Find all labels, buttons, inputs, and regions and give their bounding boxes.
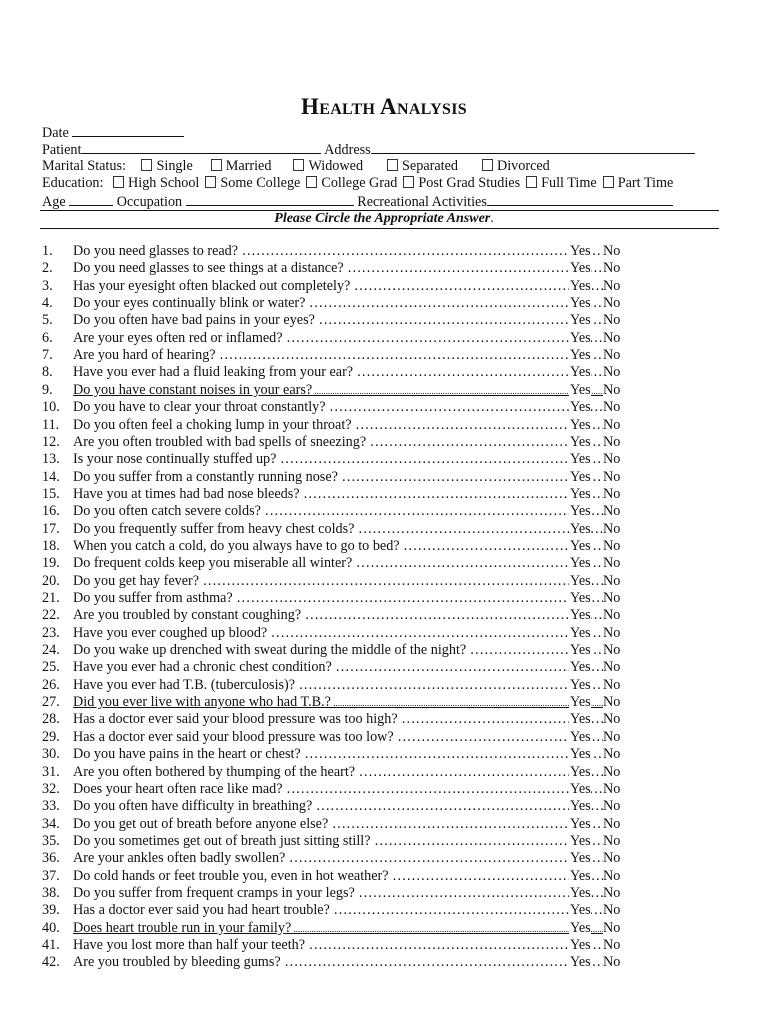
question-number: 36. [42,850,60,867]
question-text: Does heart trouble run in your family? ..... [73,920,603,938]
answer-yes[interactable]: Yes [570,364,591,381]
question-row [42,417,732,434]
question-text: Are you often bothered by thumping of the heart? …………………………………………………………………………………………………………………… [73,764,603,781]
checkbox-icon[interactable] [141,159,152,171]
question-text: Do you frequently suffer from heavy chest colds? …………………………………………………………………………………………………………………… [73,521,603,538]
question-row [42,364,732,381]
answer-yes[interactable]: Yes [570,329,591,346]
answer-yes[interactable]: Yes [570,694,591,711]
question-row [42,677,732,694]
question-number: 35. [42,832,60,849]
answer-no[interactable]: No [603,277,621,294]
answer-yes[interactable]: Yes [570,607,591,624]
marital-status-label: Marital Status: [42,158,126,174]
question-number: 18. [42,537,60,554]
question-number: 8. [42,364,53,381]
answer-no[interactable]: No [603,468,621,485]
age-field[interactable] [69,192,113,206]
question-row [42,451,732,468]
question-number: 2. [42,260,53,277]
question-number: 29. [42,728,60,745]
answer-yes[interactable]: Yes [570,676,591,693]
question-number: 38. [42,884,60,901]
question-text: Do you often catch severe colds? …………………………………………………………………………………………………………………… [73,503,603,520]
question-number: 33. [42,798,60,815]
question-text: Do you need glasses to see things at a distance? …………………………………………………………………………………………………………………… [73,260,603,277]
education-row [42,175,679,192]
question-number: 14. [42,468,60,485]
education-label: Education: [42,175,104,191]
answer-yes[interactable]: Yes [570,590,591,606]
answer-yes[interactable]: Yes [570,659,591,676]
question-text: Do you have pains in the heart or chest? …………………………………………………………………………………………………………………… [73,746,603,763]
answer-no[interactable]: No [603,676,621,693]
question-number: 7. [42,347,53,364]
question-text: Has a doctor ever said your blood pressure was too low? …………………………………………………………………………………………………………………… [73,729,603,746]
patient-field[interactable] [81,140,321,154]
question-number: 21. [42,590,60,606]
answer-no[interactable]: No [603,451,621,468]
question-row [42,278,732,295]
answer-yes[interactable]: Yes [570,919,591,936]
education-option-label: Post Grad Studies [418,175,521,191]
answer-yes[interactable]: Yes [570,555,591,572]
answer-no[interactable]: No [603,537,621,554]
answer-yes[interactable]: Yes [570,312,591,329]
instruction-text: Please Circle the Appropriate Answer. [274,211,494,226]
answer-yes[interactable]: Yes [570,711,591,728]
answer-no[interactable]: No [603,243,621,259]
answer-yes[interactable]: Yes [570,815,591,832]
question-number: 5. [42,312,53,329]
marital-option-widowed[interactable] [293,158,363,174]
checkbox-icon[interactable] [306,176,317,188]
answer-yes[interactable]: Yes [570,798,591,815]
answer-yes[interactable]: Yes [570,902,591,919]
answer-yes[interactable]: Yes [570,642,591,659]
question-number: 24. [42,642,60,659]
question-number: 12. [42,433,60,450]
occupation-label: Occupation [116,194,183,210]
answer-no[interactable]: No [603,711,621,728]
answer-yes[interactable]: Yes [570,884,591,901]
answer-yes[interactable]: Yes [570,728,591,745]
question-number: 20. [42,572,60,589]
answer-yes[interactable]: Yes [570,624,591,641]
question-text: Do you suffer from asthma? …………………………………………………………………………………………………………………… [73,590,603,607]
question-number: 1. [42,243,53,259]
recreation-label: Recreational Activities [357,194,487,210]
age-occupation-row [42,192,673,211]
answer-no[interactable]: No [603,433,621,450]
question-row [42,555,732,572]
checkbox-icon[interactable] [113,176,124,188]
answer-yes[interactable]: Yes [570,468,591,485]
answer-no[interactable]: No [603,728,621,745]
marital-status-row [42,158,550,175]
question-number: 13. [42,451,60,468]
question-row [42,312,732,329]
question-number: 31. [42,763,60,780]
answer-no[interactable]: No [603,572,621,589]
question-row [42,590,732,607]
answer-no[interactable]: No [603,937,621,953]
answer-no[interactable]: No [603,503,621,520]
checkbox-icon[interactable] [211,159,222,171]
answer-yes[interactable]: Yes [570,503,591,520]
answer-no[interactable]: No [603,694,621,711]
education-option-label: Part Time [617,175,674,191]
question-row [42,954,732,971]
answer-no[interactable]: No [603,260,621,277]
checkbox-icon[interactable] [387,159,398,171]
question-row [42,833,732,850]
answer-no[interactable]: No [603,416,621,433]
answer-no[interactable]: No [603,798,621,815]
question-text: Do cold hands or feet trouble you, even in hot weather? …………………………………………………………………………………………………………………… [73,868,603,885]
answer-no[interactable]: No [603,642,621,659]
date-field[interactable] [72,123,184,137]
answer-yes[interactable]: Yes [570,485,591,502]
occupation-field[interactable] [186,192,354,206]
answer-no[interactable]: No [603,590,621,606]
answer-yes[interactable]: Yes [570,746,591,763]
answer-yes[interactable]: Yes [570,347,591,364]
answer-no[interactable]: No [603,746,621,763]
question-row [42,469,732,486]
question-text: Do you suffer from a constantly running nose? …………………………………………………………………………………………………………………… [73,469,603,486]
marital-option-married[interactable] [211,158,272,174]
answer-no[interactable]: No [603,815,621,832]
question-number: 19. [42,555,60,572]
answer-yes[interactable]: Yes [570,867,591,884]
education-option-label: Full Time [541,175,597,191]
question-number: 30. [42,746,60,763]
question-number: 32. [42,780,60,797]
answer-no[interactable]: No [603,520,621,537]
question-text: Are you troubled by bleeding gums? …………………………………………………………………………………………………………………… [73,954,603,971]
question-row [42,764,732,781]
answer-no[interactable]: No [603,312,621,329]
question-text: Do you sometimes get out of breath just sitting still? …………………………………………………………………………………………………………………… [73,833,603,850]
answer-yes[interactable]: Yes [570,277,591,294]
answer-no[interactable]: No [603,659,621,676]
answer-yes[interactable]: Yes [570,537,591,554]
education-option-high-school[interactable] [113,175,199,191]
question-text: Have you ever had T.B. (tuberculosis)? …………………………………………………………………………………………………………………… [73,677,603,694]
question-row [42,729,732,746]
question-row [42,503,732,520]
question-row [42,486,732,503]
education-option-post-grad-studies[interactable] [403,175,520,191]
question-number: 40. [42,919,60,936]
answer-no[interactable]: No [603,381,621,398]
question-number: 10. [42,399,60,416]
answer-no[interactable]: No [603,399,621,416]
answer-no[interactable]: No [603,780,621,797]
answer-no[interactable]: No [603,867,621,884]
question-number: 6. [42,329,53,346]
question-text: Have you lost more than half your teeth? …………………………………………………………………………………………………………………… [73,937,603,954]
form-title: Health Analysis [301,94,467,119]
question-row [42,243,732,260]
education-option-some-college[interactable] [205,175,300,191]
marital-option-label: Married [225,158,272,174]
address-label: Address [324,142,371,158]
question-text: Are you often troubled with bad spells of sneezing? …………………………………………………………………………………………………………………… [73,434,603,451]
divider-bottom [40,228,719,229]
question-number: 37. [42,867,60,884]
marital-option-divorced[interactable] [482,158,550,174]
question-text: Are you hard of hearing? …………………………………………………………………………………………………………………… [73,347,603,364]
question-text: Do you have constant noises in your ears? ..... [73,382,603,400]
answer-no[interactable]: No [603,624,621,641]
question-row [42,902,732,919]
marital-option-single[interactable] [141,158,192,174]
question-text: Do you often have bad pains in your eyes? …………………………………………………………………………………………………………………… [73,312,603,329]
education-option-label: High School [128,175,200,191]
question-text: Are your ankles often badly swollen? …………………………………………………………………………………………………………………… [73,850,603,867]
answer-no[interactable]: No [603,954,621,971]
question-text: Do you need glasses to read? …………………………………………………………………………………………………………………… [73,243,603,260]
question-row [42,607,732,624]
question-text: Do you have to clear your throat constantly? …………………………………………………………………………………………………………………… [73,399,603,416]
question-text: Do your eyes continually blink or water? …………………………………………………………………………………………………………………… [73,295,603,312]
question-row [42,330,732,347]
question-row [42,850,732,867]
answer-no[interactable]: No [603,555,621,572]
question-text: Have you ever had a fluid leaking from your ear? …………………………………………………………………………………………………………………… [73,364,603,381]
question-number: 4. [42,295,53,312]
question-number: 16. [42,503,60,520]
question-text: Does your heart often race like mad? …………………………………………………………………………………………………………………… [73,781,603,798]
question-number: 22. [42,607,60,624]
answer-yes[interactable]: Yes [570,399,591,416]
question-text: When you catch a cold, do you always have to go to bed? …………………………………………………………………………………………………………………… [73,538,603,555]
question-text: Did you ever live with anyone who had T.B.? ..... [73,694,603,712]
answer-no[interactable]: No [603,347,621,364]
answer-yes[interactable]: Yes [570,780,591,797]
marital-option-label: Single [156,158,193,174]
question-row [42,920,732,937]
answer-yes[interactable]: Yes [570,832,591,849]
question-text: Have you at times had bad nose bleeds? …………………………………………………………………………………………………………………… [73,486,603,503]
checkbox-icon[interactable] [205,176,216,188]
question-row [42,937,732,954]
question-number: 27. [42,694,60,711]
question-text: Do you suffer from frequent cramps in your legs? …………………………………………………………………………………………………………………… [73,885,603,902]
question-text: Are your eyes often red or inflamed? …………………………………………………………………………………………………………………… [73,330,603,347]
answer-yes[interactable]: Yes [570,572,591,589]
question-row [42,260,732,277]
education-option-label: College Grad [321,175,398,191]
question-row [42,816,732,833]
checkbox-icon[interactable] [403,176,414,188]
question-text: Do you wake up drenched with sweat during the middle of the night? …………………………………………………………………………………………………………………… [73,642,603,659]
answer-yes[interactable]: Yes [570,416,591,433]
answer-no[interactable]: No [603,832,621,849]
question-number: 42. [42,954,60,971]
question-number: 34. [42,815,60,832]
question-number: 26. [42,676,60,693]
question-row [42,659,732,676]
answer-yes[interactable]: Yes [570,433,591,450]
question-number: 25. [42,659,60,676]
answer-no[interactable]: No [603,763,621,780]
question-row [42,625,732,642]
answer-yes[interactable]: Yes [570,850,591,867]
question-row [42,781,732,798]
marital-option-separated[interactable] [387,158,458,174]
education-option-full-time[interactable] [526,175,597,191]
question-number: 3. [42,277,53,294]
marital-option-label: Widowed [308,158,364,174]
answer-yes[interactable]: Yes [570,954,591,971]
question-number: 11. [42,416,60,433]
question-number: 28. [42,711,60,728]
question-row [42,885,732,902]
education-option-part-time[interactable] [603,175,674,191]
checkbox-icon[interactable] [482,159,493,171]
question-number: 17. [42,520,60,537]
patient-label: Patient [42,142,82,158]
marital-option-label: Divorced [496,158,550,174]
patient-row [42,140,695,159]
age-label: Age [42,194,66,210]
answer-no[interactable]: No [603,485,621,502]
question-number: 23. [42,624,60,641]
question-row [42,711,732,728]
answer-no[interactable]: No [603,295,621,312]
question-text: Have you ever coughed up blood? …………………………………………………………………………………………………………………… [73,625,603,642]
question-text: Is your nose continually stuffed up? …………………………………………………………………………………………………………………… [73,451,603,468]
question-row [42,573,732,590]
answer-no[interactable]: No [603,364,621,381]
question-row [42,746,732,763]
education-option-college-grad[interactable] [306,175,397,191]
question-text: Do you get hay fever? …………………………………………………………………………………………………………………… [73,573,603,590]
question-row [42,694,732,711]
question-text: Has a doctor ever said you had heart trouble? …………………………………………………………………………………………………………………… [73,902,603,919]
question-row [42,382,732,399]
education-option-label: Some College [220,175,301,191]
answer-yes[interactable]: Yes [570,381,591,398]
answer-no[interactable]: No [603,329,621,346]
question-row [42,798,732,815]
address-field[interactable] [371,140,695,154]
answer-yes[interactable]: Yes [570,451,591,468]
question-row [42,538,732,555]
checkbox-icon[interactable] [526,176,537,188]
question-text: Do you get out of breath before anyone else? …………………………………………………………………………………………………………………… [73,816,603,833]
recreation-field[interactable] [487,192,673,206]
question-number: 41. [42,937,60,953]
question-text: Do you often have difficulty in breathing? …………………………………………………………………………………………………………………… [73,798,603,815]
answer-no[interactable]: No [603,919,621,936]
answer-yes[interactable]: Yes [570,937,591,953]
question-text: Have you ever had a chronic chest condition? …………………………………………………………………………………………………………………… [73,659,603,676]
answer-no[interactable]: No [603,607,621,624]
answer-yes[interactable]: Yes [570,243,591,259]
question-row [42,434,732,451]
question-row [42,521,732,538]
question-text: Do you often feel a choking lump in your throat? …………………………………………………………………………………………………………………… [73,417,603,434]
answer-no[interactable]: No [603,884,621,901]
question-row [42,399,732,416]
question-number: 9. [42,381,53,398]
question-text: Has a doctor ever said your blood pressure was too high? …………………………………………………………………………………………………………………… [73,711,603,728]
question-text: Are you troubled by constant coughing? …………………………………………………………………………………………………………………… [73,607,603,624]
question-number: 39. [42,902,60,919]
question-row [42,868,732,885]
question-row [42,642,732,659]
answer-no[interactable]: No [603,902,621,919]
question-row [42,295,732,312]
checkbox-icon[interactable] [293,159,304,171]
answer-yes[interactable]: Yes [570,520,591,537]
answer-yes[interactable]: Yes [570,763,591,780]
question-text: Do frequent colds keep you miserable all winter? …………………………………………………………………………………………………………………… [73,555,603,572]
question-text: Has your eyesight often blacked out completely? …………………………………………………………………………………………………………………… [73,278,603,295]
checkbox-icon[interactable] [603,176,614,188]
answer-yes[interactable]: Yes [570,295,591,312]
answer-no[interactable]: No [603,850,621,867]
marital-option-label: Separated [402,158,458,174]
question-row [42,347,732,364]
question-number: 15. [42,485,60,502]
date-label: Date [42,125,69,141]
answer-yes[interactable]: Yes [570,260,591,277]
